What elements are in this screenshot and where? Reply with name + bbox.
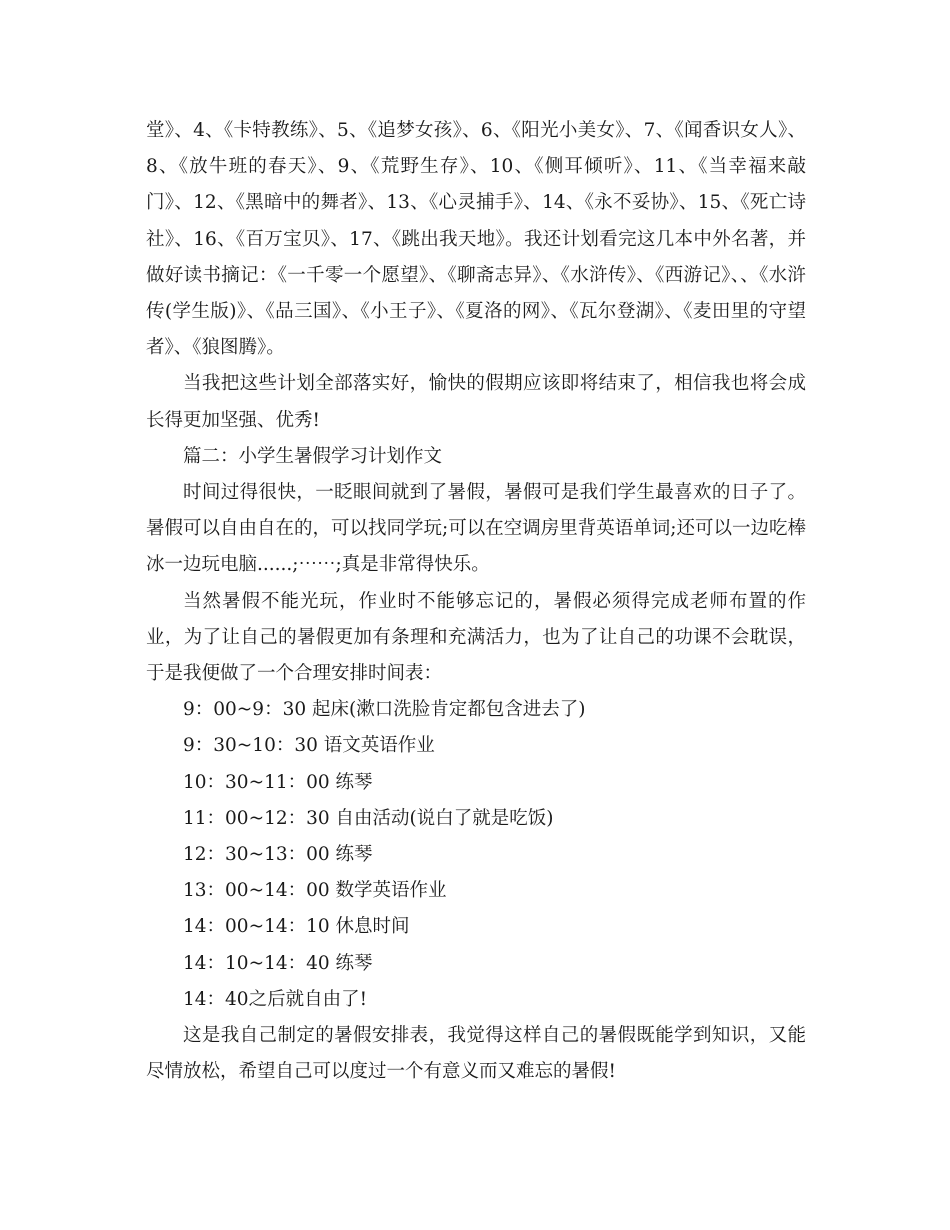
paragraph-closing: 这是我自己制定的暑假安排表，我觉得这样自己的暑假既能学到知识，又能尽情放松，希望自己可以度过一个有意义而又难忘的暑假! — [146, 1025, 806, 1083]
schedule-item: 10：30~11：00 练琴 — [183, 771, 373, 793]
schedule-item: 13：00~14：00 数学英语作业 — [183, 880, 447, 902]
schedule-item: 9：30~10：30 语文英语作业 — [183, 735, 435, 757]
paragraph-schedule-intro: 当然暑假不能光玩，作业时不能够忘记的，暑假必须得完成老师布置的作业，为了让自己的暑假更加有条理和充满活力，也为了让自己的功课不会耽误，于是我便做了一个合理安排时间表： — [146, 590, 806, 685]
schedule-item: 14：40之后就自由了! — [183, 988, 368, 1010]
schedule-item: 14：00~14：10 休息时间 — [183, 916, 410, 938]
schedule-item: 12：30~13：00 练琴 — [183, 844, 373, 866]
paragraph-movie-book-list: 堂》、4、《卡特教练》、5、《追梦女孩》、6、《阳光小美女》、7、《闻香识女人》、8、《放牛班的春天》、9、《荒野生存》、10、《侧耳倾听》、11、《当幸福来敲门》、12、《黑暗中的舞者》、13、《心灵捕手》、14、《永不妥协》、15、《死亡诗社》、16、《百万宝贝》、17、《跳出我天地》。我还计划看完这几本中外名著，并做好读书摘记：《一千零一个愿望》、《聊斋志异》、《水浒传》、《西游记》、、《水浒传(学生版)》、《品三国》、《小王子》、《夏洛的网》、《瓦尔登湖》、《麦田里的守望者》、《狼图腾》。 — [146, 120, 806, 359]
section-heading: 篇二：小学生暑假学习计划作文 — [183, 445, 443, 467]
paragraph-plan-conclusion: 当我把这些计划全部落实好，愉快的假期应该即将结束了，相信我也将会成长得更加坚强、优秀! — [146, 373, 806, 431]
schedule-item: 11：00~12：30 自由活动(说白了就是吃饭) — [183, 807, 554, 829]
schedule-item: 14：10~14：40 练琴 — [183, 952, 373, 974]
document-page — [146, 113, 806, 1090]
paragraph-summer-intro: 时间过得很快，一眨眼间就到了暑假，暑假可是我们学生最喜欢的日子了。暑假可以自由自在的，可以找同学玩;可以在空调房里背英语单词;还可以一边吃棒冰一边玩电脑......;⋯⋯;真是非常得快乐。 — [146, 482, 806, 576]
schedule-item: 9：00~9：30 起床(漱口洗脸肯定都包含进去了) — [183, 699, 586, 721]
